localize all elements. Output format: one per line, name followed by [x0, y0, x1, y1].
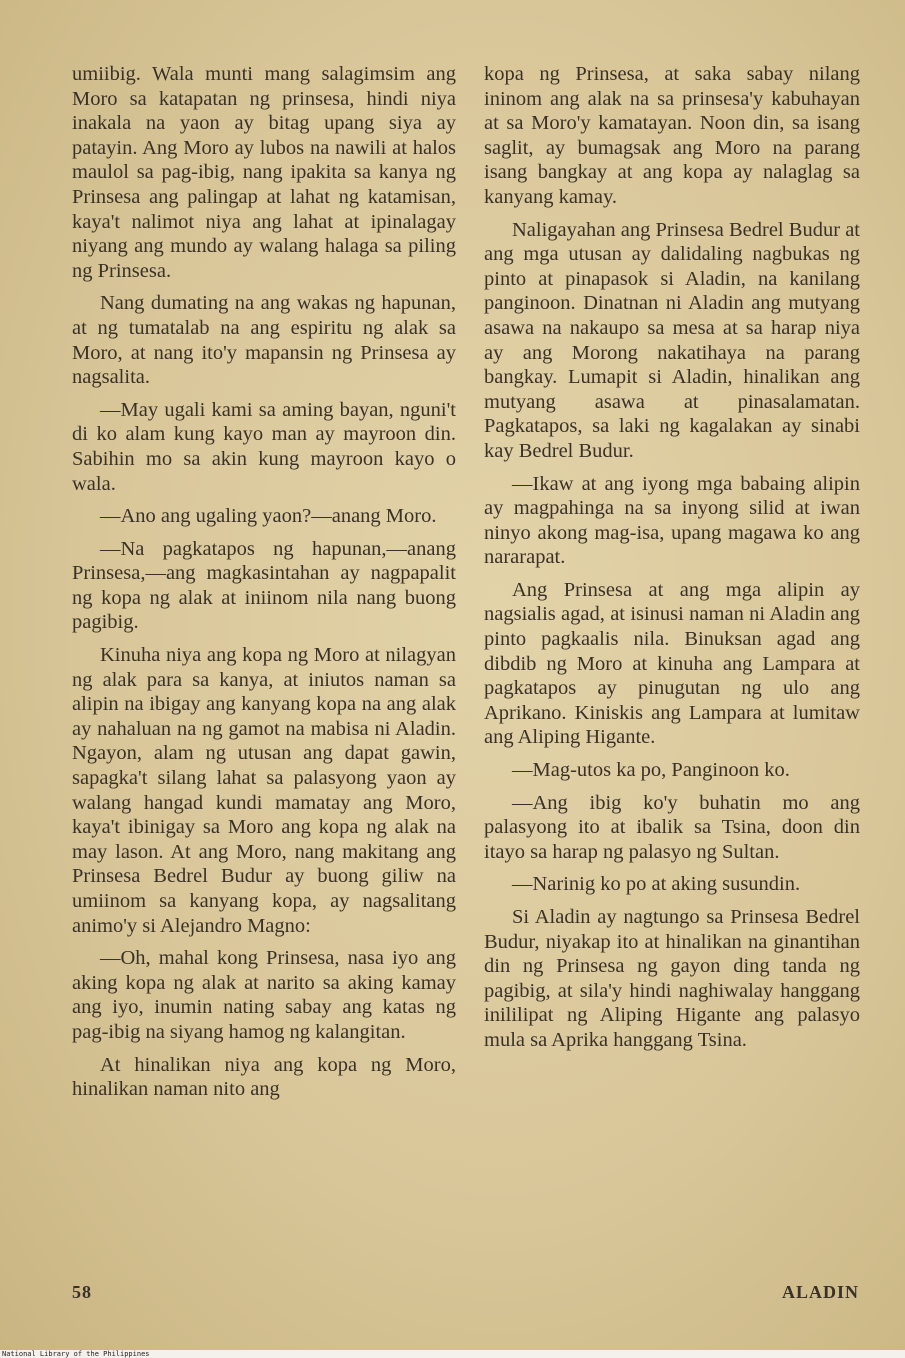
left-paragraph-1: umiibig. Wala munti mang salagimsim ang Moro sa katapatan ng prinsesa, hindi niya inakala na yaon ay bitag upang siya ay patayin. Ang Moro ay lubos na nawili at halos maulol sa pag-ibig, nang ipakita sa kanya ng Prinsesa ang palingap at lahat ng katamisan, kaya't nalimot niya ang lahat at ipinalagay niyang ang mundo ay walang halaga sa piling ng Prinsesa. [72, 63, 456, 282]
library-credit: National Library of the Philippines [2, 1350, 150, 1358]
left-paragraph-6: Kinuha niya ang kopa ng Moro at nilagyan ng alak para sa kanya, at iniutos naman sa alipin na ibigay ang kanyang kopa na ang alak ay nahaluan na ng gamot na mabisa ni Aladin. Ngayon, alam ng utusan ang dapat gawin, sapagka't silang lahat sa palasyong yaon ay walang hangad kundi mamatay ang Moro, kaya't ibinigay sa Moro ang kopa ng alak na may lason. At ang Moro, nang makitang ang Prinsesa Bedrel Budur ay buong giliw na umiinom sa kanyang kopa, ay nagsalitang animo'y si Alejandro Magno: [72, 644, 456, 937]
left-paragraph-5: —Na pagkatapos ng hapunan,—anang Prinsesa,—ang magkasintahan ay nagpapalit ng kopa ng alak at iniinom nila nang buong pagibig. [72, 537, 456, 634]
left-paragraph-3: —May ugali kami sa aming bayan, nguni't di ko alam kung kayo man ay mayroon din. Sabihin mo sa akin kung mayroon kayo o wala. [72, 398, 456, 495]
right-paragraph-5: —Mag-utos ka po, Panginoon ko. [512, 759, 790, 782]
right-paragraph-7: —Narinig ko po at aking susundin. [512, 873, 801, 896]
page-number: 58 [72, 1282, 92, 1302]
library-credit-strip [0, 1350, 905, 1358]
left-column [72, 62, 456, 1110]
right-paragraph-4: Ang Prinsesa at ang mga alipin ay nagsialis agad, at isinusi naman ni Aladin ang pinto pagkaalis nila. Binuksan agad ang dibdib ng Moro at kinuha ang Lampara at pagkatapos ay pinugutan ng ulo ang Aprikano. Kiniskis ang Lampara at lumitaw ang Aliping Higante. [484, 578, 860, 749]
right-paragraph-8: Si Aladin ay nagtungo sa Prinsesa Bedrel Budur, niyakap ito at hinalikan na ginantihan din ng Prinsesa ng gayon ding tanda ng pagibig, at sila'y hindi naghiwalay hanggang inililipat ng Aliping Higante ang palasyo mula sa Aprika hanggang Tsina. [484, 906, 860, 1051]
right-paragraph-1: kopa ng Prinsesa, at saka sabay nilang ininom ang alak na sa prinsesa'y kabuhayan at sa Moro'y kamatayan. Noon din, sa isang saglit, ay bumagsak ang Moro na parang isang bangkay at ang kopa ay nalaglag sa kanyang kamay. [484, 63, 860, 208]
left-paragraph-8: At hinalikan niya ang kopa ng Moro, hinalikan naman nito ang [72, 1053, 456, 1101]
right-paragraph-6: —Ang ibig ko'y buhatin mo ang palasyong ito at ibalik sa Tsina, doon din itayo sa harap ng palasyo ng Sultan. [484, 791, 860, 863]
left-paragraph-4: —Ano ang ugaling yaon?—anang Moro. [100, 505, 437, 528]
right-column [484, 62, 860, 1061]
left-paragraph-2: Nang dumating na ang wakas ng hapunan, at ng tumatalab na ang espiritu ng alak sa Moro, at nang ito'y mapansin ng Prinsesa ay nagsalita. [72, 292, 456, 389]
left-paragraph-7: —Oh, mahal kong Prinsesa, nasa iyo ang aking kopa ng alak at narito sa aking kamay ang iyo, inumin nating sabay ang katas ng pag-ibig na siyang hamog ng kalangitan. [72, 947, 456, 1043]
running-title: ALADIN [781, 1282, 859, 1302]
right-paragraph-2: Naligayahan ang Prinsesa Bedrel Budur at ang mga utusan ay dalidaling nagbukas ng pinto at pinapasok si Aladin, na kanilang panginoon. Dinatnan ni Aladin ang mutyang asawa na nakaupo sa mesa at sa harap niya ay ang Morong nakatihaya na parang bangkay. Lumapit si Aladin, hinalikan ang mutyang asawa at pinasalamatan. Pagkatapos, sa laki ng kagalakan ay sinabi kay Bedrel Budur. [484, 218, 860, 462]
right-paragraph-3: —Ikaw at ang iyong mga babaing alipin ay magpahinga na sa inyong silid at iwan ninyo akong mag-isa, upang magawa ko ang nararapat. [484, 472, 860, 569]
